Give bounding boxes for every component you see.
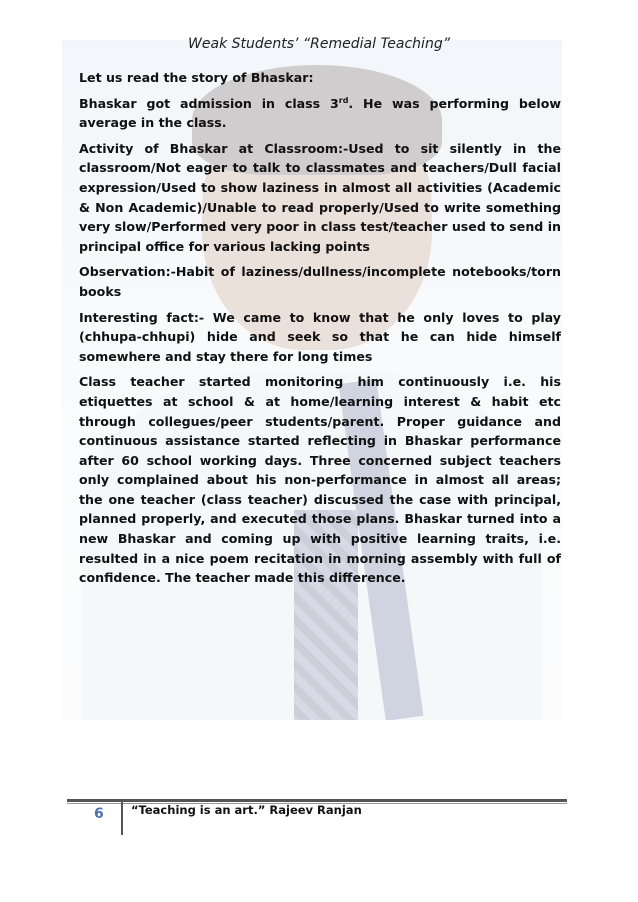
footer-quote: “Teaching is an art.” Rajeev Ranjan (131, 803, 362, 817)
ordinal-suffix: rd (338, 95, 349, 105)
conclusion-paragraph: Class teacher started monitoring him continuously i.e. his etiquettes at school & at home/learning interest & habit etc through collegues/peer students/parent. Proper guidance and continuous assistance started reflecting in Bhaskar performance after 60 school working days. Three concerned subject teachers only complained about his non-performance in almost all areas; the one teacher (class teacher) discussed the case with principal, planned properly, and executed those plans. Bhaskar turned into a new Bhaskar and coming up with positive learning traits, i.e. resulted in a nice poem recitation in morning assembly with full of confidence. The teacher made this difference. (79, 374, 561, 586)
activity-paragraph: Activity of Bhaskar at Classroom:-Used to sit silently in the classroom/Not eager to talk to classmates and teachers/Dull facial expression/Used to show laziness in almost all activities (Academic & Non Academic)/Unable to read properly/Used to write something very slow/Performed very poor in class test/teacher used to send in principal office for various lacking points (79, 140, 561, 254)
intro-paragraph: Let us read the story of Bhaskar: (79, 70, 314, 85)
page-header-title: Weak Students’ “Remedial Teaching” (188, 36, 450, 52)
document-body (79, 68, 561, 594)
admission-paragraph (79, 94, 561, 133)
footer-rule (67, 799, 567, 802)
footer-divider (121, 802, 123, 835)
observation-paragraph: Observation:-Habit of laziness/dullness/incomplete notebooks/torn books (79, 264, 561, 299)
admission-text-end: . He was performing below average in the class. (79, 95, 561, 131)
admission-text: Bhaskar got admission in class 3 (79, 95, 339, 111)
interesting-fact-paragraph: Interesting fact:- We came to know that he only loves to play (chhupa-chhupi) hide and seek so that he can hide himself somewhere and stay there for long times (79, 309, 561, 364)
page-number: 6 (94, 806, 104, 822)
